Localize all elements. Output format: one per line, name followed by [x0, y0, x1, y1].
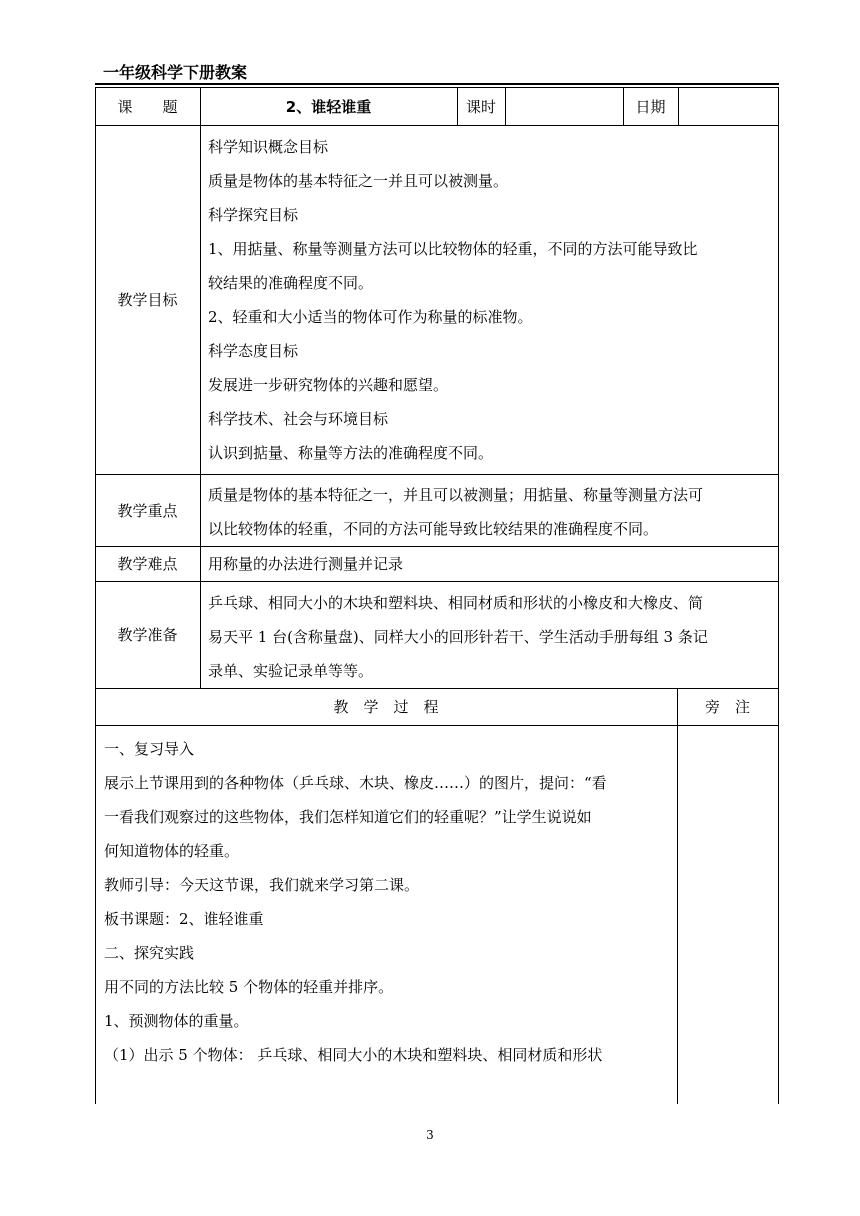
document-title: 一年级科学下册教案: [103, 63, 248, 82]
goals-line: 质量是物体的基本特征之一并且可以被测量。: [208, 172, 509, 190]
difficulties-label: 教学难点: [117, 555, 178, 573]
process-line: 一看我们观察过的这些物体，我们怎样知道它们的轻重呢？”让学生说说如: [104, 808, 592, 826]
goals-line: 1、用掂量、称量等测量方法可以比较物体的轻重，不同的方法可能导致比: [208, 240, 698, 258]
period-label: 课时: [465, 97, 496, 116]
preparation-line: 乒乓球、相同大小的木块和塑料块、相同材质和形状的小橡皮和大橡皮、简: [208, 594, 704, 612]
lesson-plan-table: [95, 87, 779, 1104]
key-points-line: 以比较物体的轻重，不同的方法可能导致比较结果的准确程度不同。: [208, 520, 659, 538]
topic-value: 2、谁轻谁重: [285, 97, 372, 116]
key-points-label: 教学重点: [117, 501, 178, 520]
header-rule: [95, 83, 779, 85]
notes-column: [678, 726, 778, 1104]
date-value: [678, 87, 778, 125]
preparation-line: 易天平 1 台(含称量盘)、同样大小的回形针若干、学生活动手册每组 3 条记: [208, 628, 708, 646]
process-line: 一、复习导入: [104, 740, 195, 758]
goals-line: 发展进一步研究物体的兴趣和愿望。: [208, 376, 449, 394]
key-points-content: [208, 478, 703, 546]
page-number: 3: [426, 1128, 434, 1142]
key-points-line: 质量是物体的基本特征之一，并且可以被测量；用掂量、称量等测量方法可: [208, 486, 704, 504]
preparation-label: 教学准备: [117, 626, 178, 644]
goals-content: [208, 130, 698, 470]
process-line: （1）出示 5 个物体： 乒乓球、相同大小的木块和塑料块、相同材质和形状: [104, 1046, 603, 1064]
process-content: [104, 732, 607, 1072]
goals-line: 科学知识概念目标: [208, 138, 329, 156]
process-line: 展示上节课用到的各种物体（乒乓球、木块、橡皮……）的图片，提问：“看: [104, 774, 607, 792]
goals-line: 认识到掂量、称量等方法的准确程度不同。: [208, 444, 494, 462]
notes-header: 旁 注: [704, 698, 750, 716]
process-line: 用不同的方法比较 5 个物体的轻重并排序。: [104, 978, 394, 996]
date-label: 日期: [635, 97, 666, 116]
difficulties-content: [208, 547, 403, 581]
preparation-line: 录单、实验记录单等等。: [208, 662, 374, 680]
process-line: 二、探究实践: [104, 944, 195, 962]
goals-line: 2、轻重和大小适当的物体可作为称量的标准物。: [208, 308, 533, 326]
goals-line: 较结果的准确程度不同。: [208, 274, 374, 292]
preparation-content: [208, 586, 708, 688]
goals-line: 科学态度目标: [208, 342, 299, 360]
difficulties-line: 用称量的办法进行测量并记录: [208, 555, 404, 573]
period-value: [505, 87, 623, 125]
process-line: 板书课题：2、谁轻谁重: [104, 910, 264, 928]
topic-label: 课 题: [117, 97, 178, 116]
goals-line: 科学探究目标: [208, 206, 299, 224]
process-line: 教师引导：今天这节课，我们就来学习第二课。: [104, 876, 420, 894]
goals-label: 教学目标: [117, 291, 178, 309]
process-line: 1、预测物体的重量。: [104, 1012, 249, 1030]
goals-line: 科学技术、社会与环境目标: [208, 410, 389, 428]
process-line: 何知道物体的轻重。: [104, 842, 240, 860]
process-header: 教 学 过 程: [333, 698, 439, 716]
